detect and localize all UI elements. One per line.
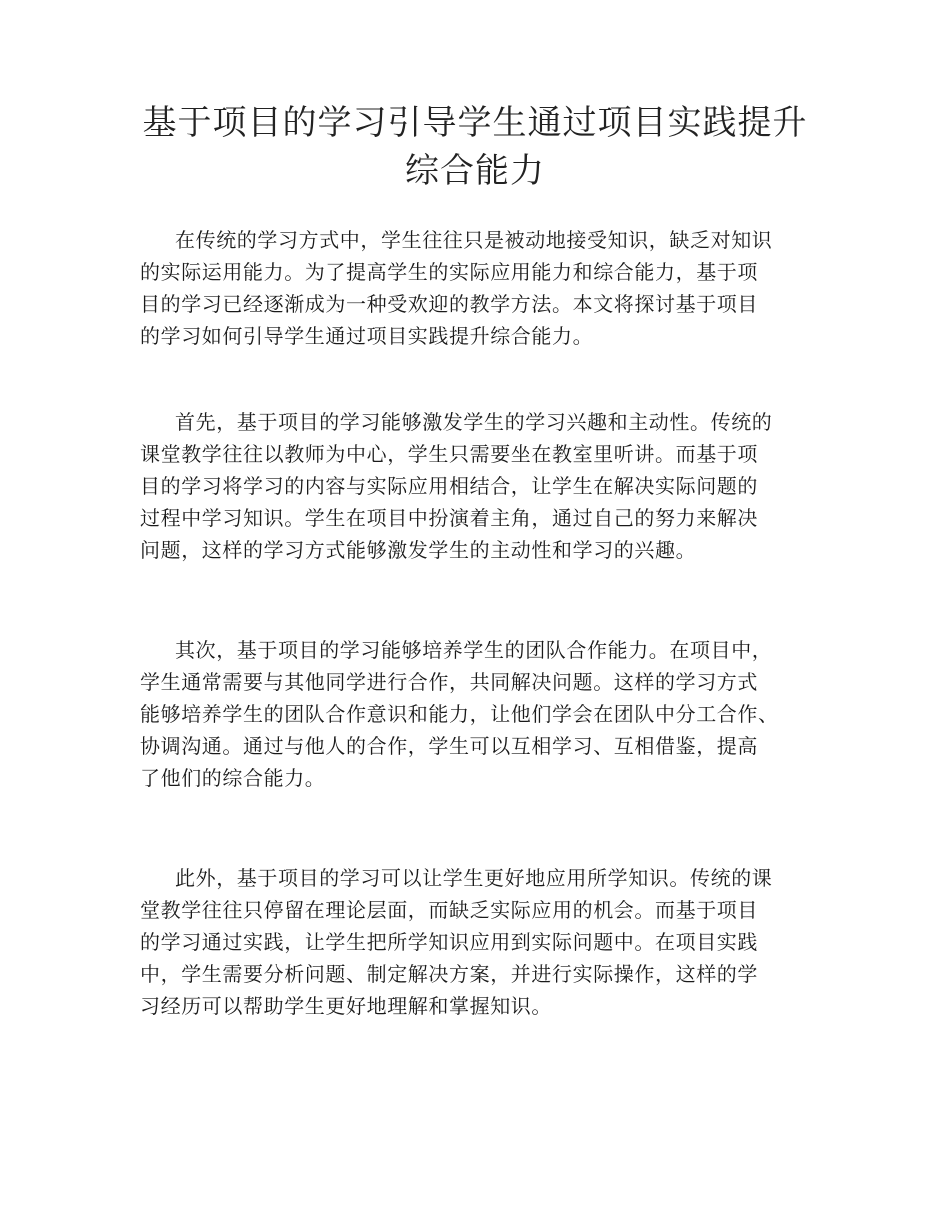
paragraph-line: 习经历可以帮助学生更好地理解和掌握知识。 — [140, 994, 552, 1018]
paragraph-line: 目的学习已经逐渐成为一种受欢迎的教学方法。本文将探讨基于项目 — [140, 292, 758, 316]
paragraph-line: 目的学习将学习的内容与实际应用相结合，让学生在解决实际问题的 — [140, 474, 758, 498]
paragraph-line: 的学习如何引导学生通过项目实践提升综合能力。 — [140, 324, 594, 348]
paragraph-line: 了他们的综合能力。 — [140, 766, 326, 790]
paragraph-intro — [140, 224, 820, 352]
document-title-line-1: 基于项目的学习引导学生通过项目实践提升 — [142, 103, 808, 143]
paragraph-line: 堂教学往往只停留在理论层面，而缺乏实际应用的机会。而基于项目 — [140, 898, 758, 922]
paragraph-line: 的实际运用能力。为了提高学生的实际应用能力和综合能力，基于项 — [140, 260, 758, 284]
paragraph-line: 此外，基于项目的学习可以让学生更好地应用所学知识。传统的课 — [175, 866, 773, 890]
paragraph-line: 协调沟通。通过与他人的合作，学生可以互相学习、互相借鉴，提高 — [140, 734, 758, 758]
paragraph-first-point — [140, 406, 820, 566]
paragraph-line: 中，学生需要分析问题、制定解决方案，并进行实际操作，这样的学 — [140, 962, 758, 986]
paragraph-line: 过程中学习知识。学生在项目中扮演着主角，通过自己的努力来解决 — [140, 506, 758, 530]
paragraph-line: 在传统的学习方式中，学生往往只是被动地接受知识，缺乏对知识 — [175, 228, 773, 252]
paragraph-line: 能够培养学生的团队合作意识和能力，让他们学会在团队中分工合作、 — [140, 702, 779, 726]
paragraph-line: 课堂教学往往以教师为中心，学生只需要坐在教室里听讲。而基于项 — [140, 442, 758, 466]
paragraph-third-point — [140, 862, 820, 1022]
paragraph-line: 的学习通过实践，让学生把所学知识应用到实际问题中。在项目实践 — [140, 930, 758, 954]
paragraph-second-point — [140, 634, 820, 794]
paragraph-line: 学生通常需要与其他同学进行合作，共同解决问题。这样的学习方式 — [140, 670, 758, 694]
paragraph-line: 首先，基于项目的学习能够激发学生的学习兴趣和主动性。传统的 — [175, 410, 773, 434]
paragraph-line: 问题，这样的学习方式能够激发学生的主动性和学习的兴趣。 — [140, 538, 697, 562]
document-title-line-2: 综合能力 — [405, 151, 545, 191]
paragraph-line: 其次，基于项目的学习能够培养学生的团队合作能力。在项目中， — [175, 638, 773, 662]
